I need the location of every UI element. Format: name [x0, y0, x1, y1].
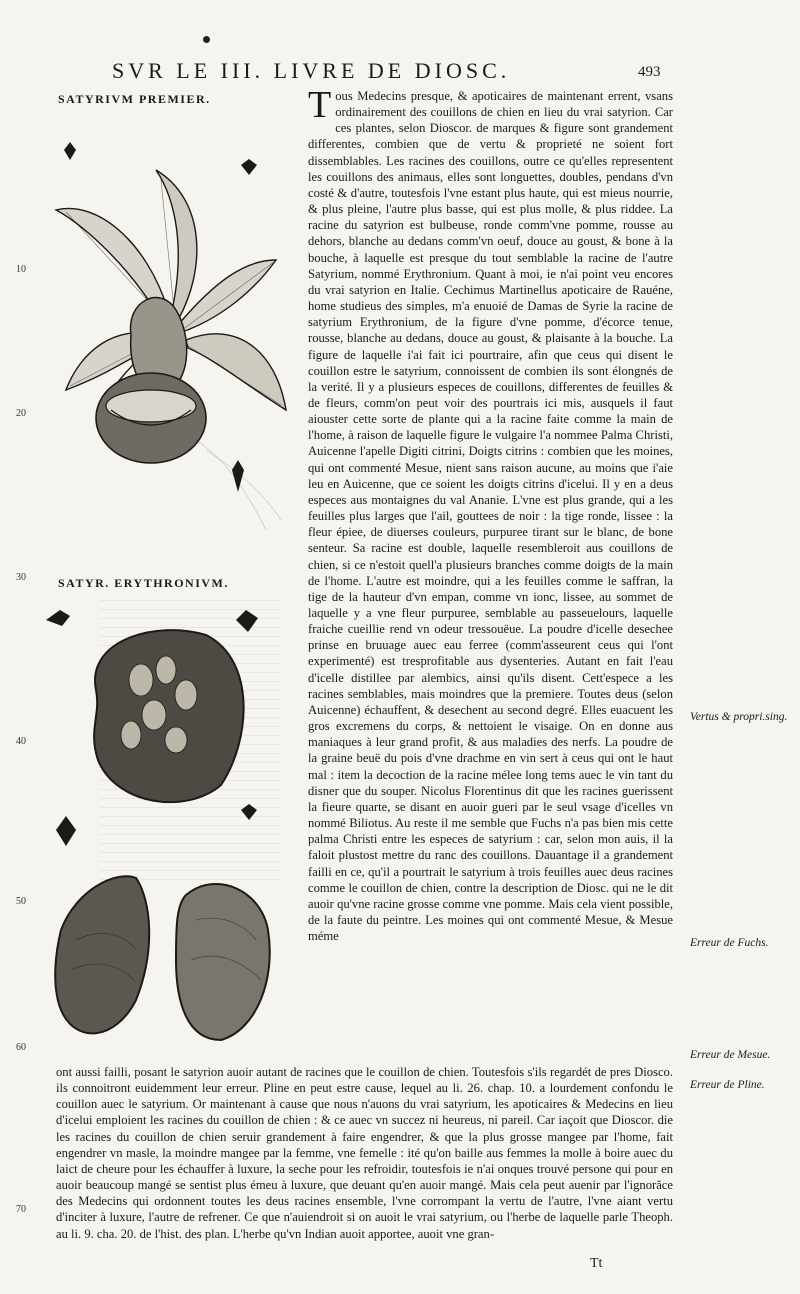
line-number: 70	[16, 1204, 26, 1215]
full-paragraph: ont aussi failli, posant le satyrion auoir autant de racines que le couillon de chien. Toutesfois s'ils regardét de pres Diosco. ils connoitront euidemment leur erreur. Pline en peut estre cause, lequel au li. 26. chap. 10. a lourdement confondu le couillon auec le satyrium. Or maintenant à cause que nous n'auons du vrai satyrium, les apoticaires & Medecins en lieu d'icelui emploient les racines du couillon de chien : & ce auec vn succez ni heureus, ni pareil. Car iaçoit que Dioscor. die les racines du couillon de chien seruir grandement à faire engendrer, & que la plus grosse mangee par l'home, fait engendrer vn masle, la moindre mangee par la femme, vne femelle : ité qu'on baille aus femmes la molle à boire auec du laict de cheure pour les échauffer à luxure, la seche pour les refroidir, toutesfois ie n'ai onques trouvé persone qui pour en auoir beaucoup mangé se sentist plus émeu à luxure, que deuant qu'en auoir mangé. Mais cela peut auenir par l'ignorăce des Medecins qui ordonnent toutes les deus racines ensemble, l'vne corrompant la vertu de l'autre, l'vne aiant vertu d'inciter à luxure, l'autre de refrener. Ce que n'auiendroit si on auoit le vrai satyrium, ou l'herbe de laquelle parle Theoph. au li. 9. cha. 20. de l'hist. des plan. L'herbe qu'vn Indian auoit apportee, auoit vne gran-	[56, 1065, 673, 1241]
line-number: 30	[16, 572, 26, 583]
erythronium-illustration	[36, 600, 296, 1060]
full-width-text	[56, 1064, 673, 1254]
satyrium-plant-illustration	[36, 110, 296, 550]
margin-note-mesue: Erreur de Mesue.	[690, 1049, 771, 1061]
running-title: SVR LE III. LIVRE DE DIOSC.	[112, 58, 511, 83]
line-number: 40	[16, 736, 26, 747]
line-number: 20	[16, 408, 26, 419]
page-number: 493	[638, 64, 661, 80]
column-text	[308, 88, 673, 1062]
margin-note-pline: Erreur de Pline.	[690, 1079, 765, 1091]
plate-title-first: SATYRIVM PREMIER.	[58, 92, 211, 106]
column-paragraph: ous Medecins presque, & apoticaires de maintenant errent, vsans ordinairement des couillons de chien en lieu du vrai satyrion. Car ces plantes, selon Dioscor. de marques & figure sont grandement differentes, combien que de vertu & proprieté ne soient fort dissemblables. Les racines des couillons, outre ce qu'elles representent les couillons des animaus, elles sont longuettes, doubles, pendans d'vn costé & d'autre, toutesfois l'vne estant plus haute, qui est mieus nourrie, & plus pleine, l'autre plus basse, qui est plus molle, & plus riddee. La racine du satyrion est bulbeuse, ronde comm'vne pomme, rousse au dehors, blanche au dedans comm'vn oeuf, douce au goust, & bone à la bouche, à laquelle est presque du tout semblable la racine de l'autre Satyrium, nommé Erythronium. Quant à moi, ie n'ai point veu encores du vrai satyrion en Italie. Cechimus Martinellus apoticaire de Rauéne, home studieus des simples, m'a enuoié de Damas de Syrie la racine de satyrium Erythronium, de la figure d'vne pomme, d'écorce tenue, rousse, blanche au dedans, douce au goust, & plaisante à la bouche. La figure de laquelle i'ai fait ici pourtraire, afin que ceus qui disent le couillon estre le satyrium, connoissent de combien ils sont élongnés de la verité. Il y a plusieurs especes de couillons, differentes de feuilles & de fleurs, comm'on peut voir des pourtrais ici mis, ausquels il faut aiouster cette sorte de plante qui a la racine faite comme la main de l'home, à raison de laquelle figure le vulgaire l'a nommee Palma Christi, Auicenne l'apelle Digiti citrini, Doigts citrins : combien que les moines, qui ont commenté Mesue, nient sans raison aucune, au moins que i'aie leu en Auicenne, que ce soient les doigts citrins d'icelui. Il y en a deus especes aus montaignes du val Ananie. L'vne est plus grande, qui a les feuilles plus larges que l'ail, gouttees de noir : la tige ronde, lissee : la fleur épiee, de diuerses couleurs, purpuree tirant sur le blanc, de bone senteur. Sa racine est double, laquelle resembleroit aus couillons de chien, si ce n'estoit quell'a plusieurs branches comme doigts de la main de l'home. L'autre est moindre, qui a les feuilles comme le saffran, la tige de la hauteur d'vn empan, comme vn ionc, lissee, au sommet de laquelle y a vne fleur purpuree, semblable au passeuelours, laquelle fraiche cueillie rend vn odeur tressouëue. La poudre d'icelle desechee prinse en bruuage auec eau ferree (comm'asseurent ceus qui l'ont experimenté) est tresprofitable aus dysenteries. Autant en fait l'eau d'icelle distillee par alembics, ainsi qu'ils disent. Cett'espece a les racines semblables, mais moindres que la premiere. Toutes deus (selon Auicenne) échauffent, & desechent au second degré. Elles euacuent les gros excremens du corps, & nettoient le visaige. On en donne aus maniaques à leur grand profit, & aus maladies des nerfs. La poudre de la graine beuë du pois d'vne drachme en vin sert à ceus qui ont le haut mal : item la decoction de la racine mélee long tems auec le vin tant du disner que du souper. Nicolus Florentinus dit que les racines guerissent la fieure quarte, se disant en auoir gueri par le seul vsage d'icelles vn nommé Biliotus. Au reste il me semble que Fuchs n'a pas bien mis cette palma Christi entre les especes de satyrium : car, selon mon auis, il la faloit plustost mettre du ranc des couillons. Dauantage il a grandement failli en ce, qu'il a pourtrait le satyrium à trois feuilles auec deus racines comme le couillon de chien, contre la description de Diosc. qui ne le dit auoir qu'vne racine grosse comme vne pomme. Mais cela vient possible, de la faute du peintre. Les moines qui ont commenté Mesue, & Mesue méme	[308, 89, 673, 944]
margin-note-fuchs: Erreur de Fuchs.	[690, 937, 769, 949]
drop-cap: T	[308, 88, 332, 126]
line-number: 60	[16, 1042, 26, 1053]
margin-note-vertus: Vertus & propri.sing.	[690, 711, 788, 723]
line-number: 10	[16, 264, 26, 275]
ink-dot	[203, 36, 210, 43]
line-number: 50	[16, 896, 26, 907]
signature-mark: Tt	[590, 1256, 603, 1271]
plate-title-second: SATYR. ERYTHRONIVM.	[58, 576, 229, 590]
